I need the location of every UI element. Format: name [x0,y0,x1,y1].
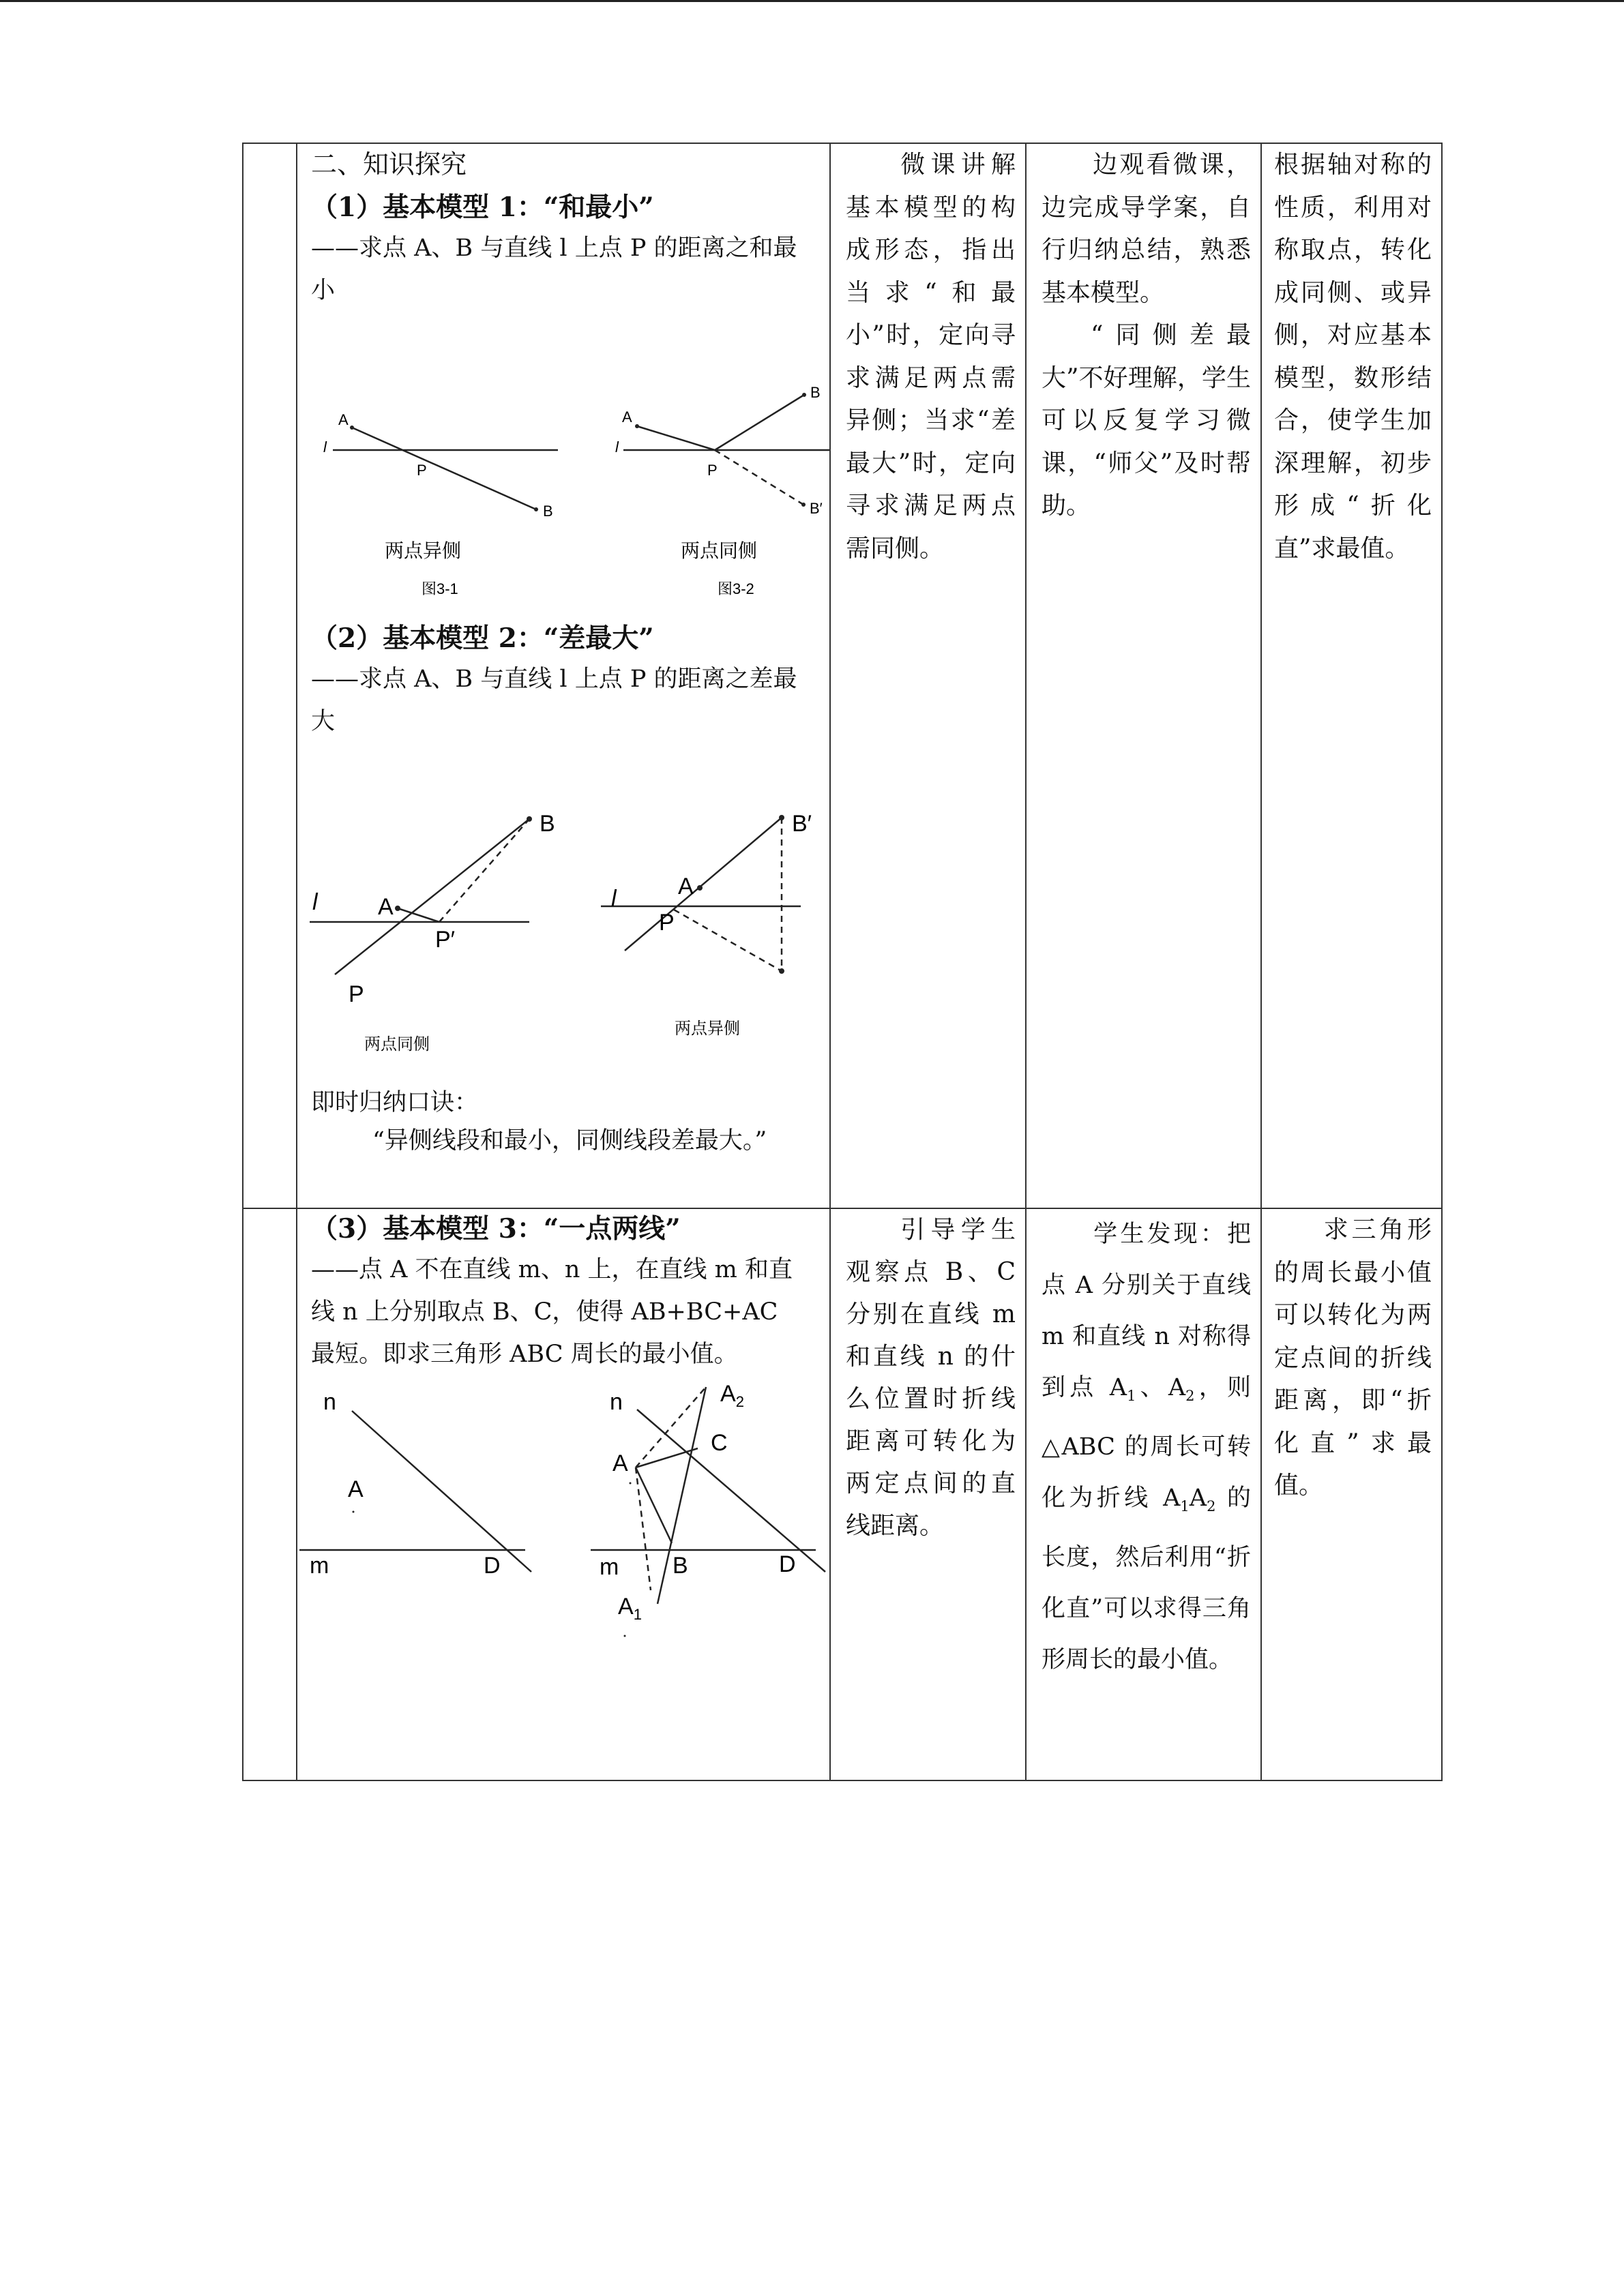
point-Bprime [779,815,784,820]
label-A2: $A_2$ [720,1381,744,1410]
figure-given [299,1389,531,1579]
student-activity-text: 学生发现：把点 A 分别关于直线 m 和直线 n 对称得到点 $A_1$、$A_2$，则△ABC 的周长可转化为折线 $A_1A_2$ 的长度，然后利用“折化直”可以求得三角形周长的最小值。 [1042,1221,1251,1673]
label-A: A [348,1476,364,1502]
blank-column-cell [243,1208,297,1780]
rhyme-title: 即时归纳口诀： [311,1089,479,1116]
segment-AP [637,426,715,450]
point-A-mark [630,1482,632,1485]
caption: 两点异侧 [675,1019,740,1038]
student-activity-text-2: “同侧差最大”不好理解，学生可以反复学习微课，“师父”及时帮助。 [1042,321,1251,520]
label-D: D [779,1551,796,1577]
label-Bprime: B′ [792,811,812,837]
point-A [350,426,354,430]
label-P: P [349,981,364,1007]
label-l: l [312,889,318,915]
caption-side: 两点异侧 [385,540,462,561]
label-l: l [615,438,619,456]
label-n: n [610,1389,623,1415]
point-A [635,424,639,428]
teacher-activity-cell [830,1208,1026,1780]
segment-PprimeB [439,819,529,922]
figure-solution [591,1381,825,1637]
content-cell [297,1208,830,1780]
label-m: m [310,1553,329,1579]
label-m: m [600,1554,619,1580]
student-activity-cell [1026,1208,1261,1780]
segment-PBprime [715,450,803,505]
label-l: l [323,438,327,456]
line-n [352,1411,531,1572]
label-A1: $A_1$ [618,1594,642,1623]
figure-3-1 [323,411,558,597]
label-A: A [612,1450,628,1476]
label-l: l [611,886,617,912]
segment-AA1 [636,1467,651,1590]
figure-3-2 [615,384,829,597]
table-row [243,1208,1442,1780]
point-B [534,507,538,511]
label-Pprime: P′ [435,927,456,953]
teacher-activity-text: 引导学生观察点 B、C 分别在直线 m 和直线 n 的什么位置时折线距离可转化为两定点间的直线距离。 [846,1216,1016,1540]
page-top-rule [0,0,1624,2]
point-A [395,906,400,911]
design-intent-cell [1261,1208,1442,1780]
label-B: B [810,384,821,401]
caption: 两点同侧 [364,1035,430,1054]
model3-heading: （3）基本模型 3：“一点两线” [311,1213,681,1244]
label-P: P [659,910,675,936]
label-A: A [622,408,632,426]
point-B [779,968,784,974]
label-D: D [484,1553,501,1579]
label-P: P [707,462,718,479]
point-A1-mark [624,1635,626,1637]
label-P: P [417,462,427,479]
label-Bprime: B′ [810,500,823,517]
label-B: B [540,811,555,837]
model1-desc: ——求点 A、B 与直线 l 上点 P 的距离之和最小 [311,235,797,304]
design-intent-text: 求三角形的周长最小值可以转化为两定点间的折线距离，即“折化直”求最值。 [1274,1216,1432,1500]
caption-num: 图3-1 [422,580,458,597]
content-cell [297,143,830,1208]
label-A: A [378,894,394,920]
section-title: 二、知识探究 [311,149,467,179]
model2-figures [297,743,812,1084]
segment-AB [352,428,536,509]
label-A: A [678,874,694,899]
figure-opposite-side [601,811,812,1038]
point-A [697,885,703,891]
design-intent-text: 根据轴对称的性质，利用对称取点，转化成同侧、或异侧，对应基本模型，数形结合，使学生加深理解，初步形成“折化直”求最值。 [1274,151,1432,563]
model2-desc: ——求点 A、B 与直线 l 上点 P 的距离之差最大 [311,666,797,735]
design-intent-cell [1261,143,1442,1208]
model1-heading: （1）基本模型 1：“和最小” [311,192,654,223]
lesson-table [242,143,1443,1781]
blank-column-cell [243,143,297,1208]
caption-side: 两点同侧 [681,540,758,561]
label-B: B [673,1553,688,1579]
model3-desc: ——点 A 不在直线 m、n 上，在直线 m 和直线 n 上分别取点 B、C，使得 AB+BC+AC 最短。即求三角形 ABC 周长的最小值。 [311,1256,793,1368]
figure-same-side [310,811,555,1054]
point-Bprime [801,503,806,507]
label-n: n [323,1389,336,1415]
rhyme-text: “异侧线段和最小，同侧线段差最大。” [372,1127,767,1154]
point-A [353,1511,355,1513]
label-B: B [543,503,553,520]
model3-figures [297,1375,829,1675]
point-B [802,393,806,397]
segment-AA2 [636,1387,706,1467]
teacher-activity-text: 微课讲解基本模型的构成形态，指出当求“和最小”时，定向寻求满足两点需异侧；当求“差最大”时，定向寻求满足两点需同侧。 [846,151,1016,563]
point-B [527,816,532,822]
label-C: C [711,1430,728,1456]
label-A: A [338,411,349,428]
student-activity-text-1: 边观看微课，边完成导学案，自行归纳总结，熟悉基本模型。 [1042,151,1251,307]
segment-PB [674,910,782,971]
line-PBprime [625,818,782,951]
caption-num: 图3-2 [718,580,754,597]
teacher-activity-cell [830,143,1026,1208]
segment-PB [715,395,804,450]
line-PB [335,819,529,974]
model2-heading: （2）基本模型 2：“差最大” [311,623,654,654]
student-activity-cell [1026,143,1261,1208]
model1-figures [311,312,823,612]
table-row [243,143,1442,1208]
